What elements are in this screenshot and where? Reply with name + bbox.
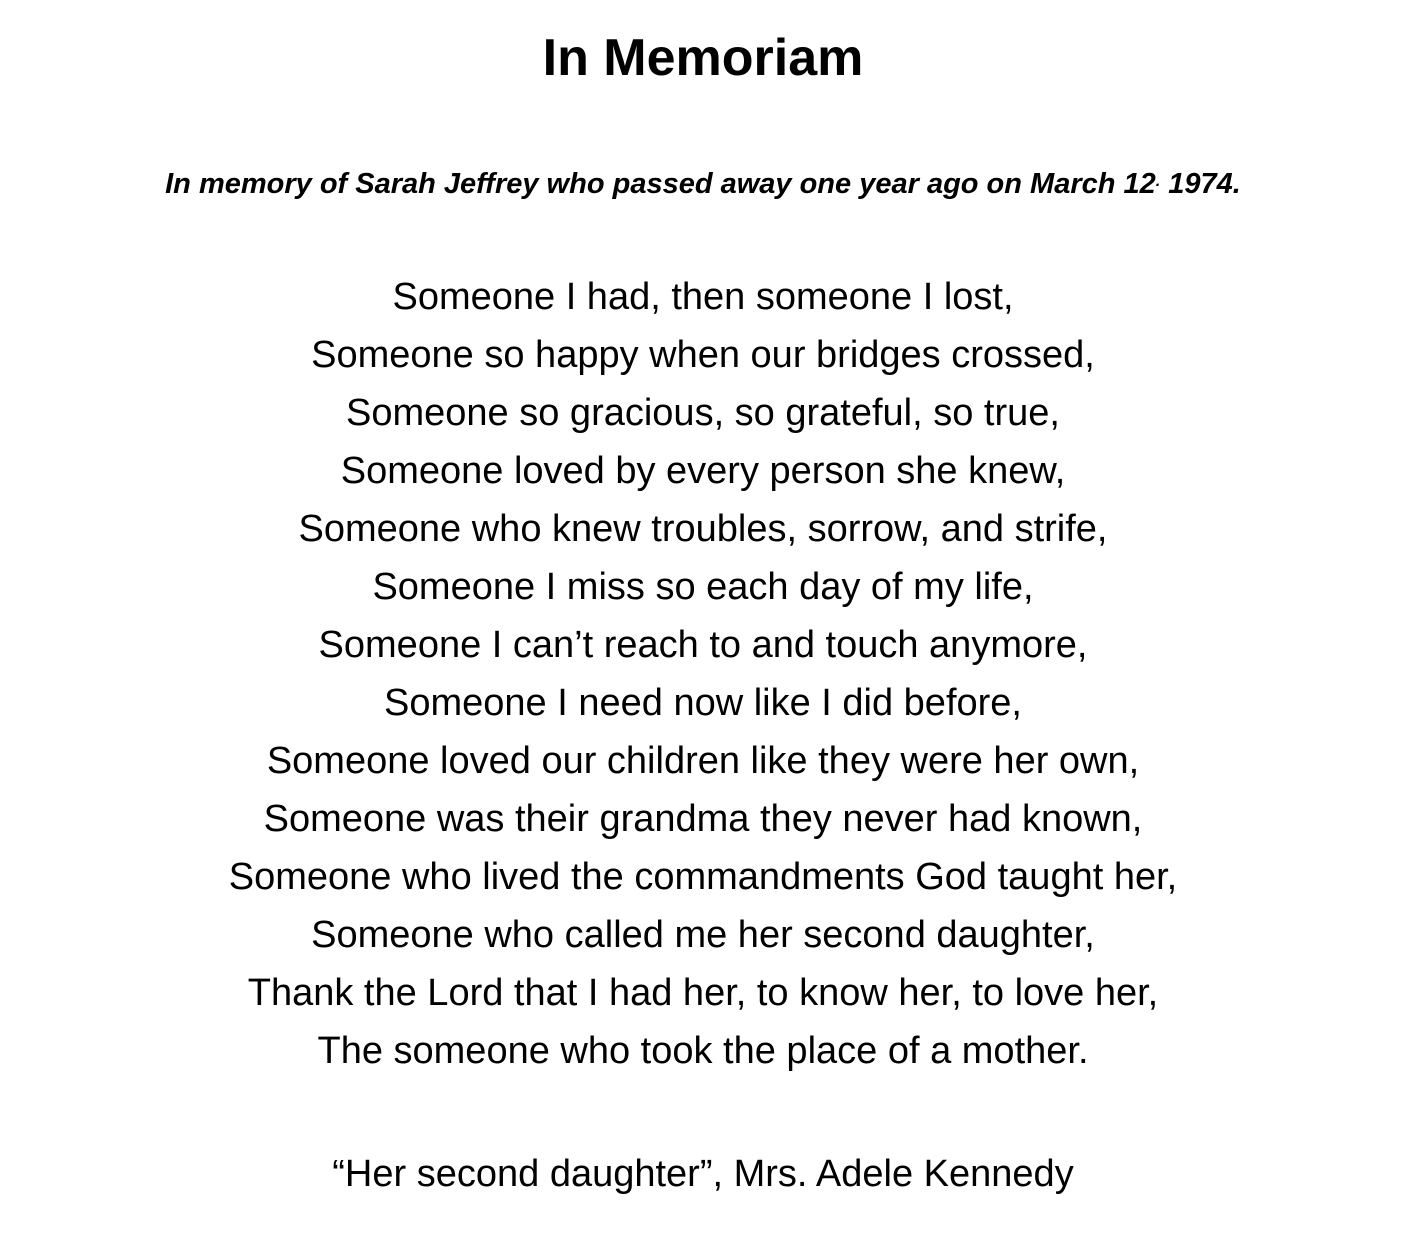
page-title: In Memoriam <box>542 29 864 87</box>
poem-line: Someone who called me her second daughter, <box>311 914 1095 956</box>
poem <box>0 268 1406 1080</box>
poem-line: Someone I miss so each day of my life, <box>372 566 1034 608</box>
poem-line: Someone I had, then someone I lost, <box>392 276 1014 318</box>
poem-line: Someone who lived the commandments God taught her, <box>228 856 1178 898</box>
poem-line: Someone who knew troubles, sorrow, and strife, <box>298 508 1108 550</box>
poem-line: The someone who took the place of a mother. <box>317 1030 1089 1072</box>
memorial-subtitle <box>0 164 1406 204</box>
attribution: “Her second daughter”, Mrs. Adele Kennedy <box>332 1153 1074 1195</box>
poem-line: Someone loved our children like they were her own, <box>266 740 1140 782</box>
poem-line: Thank the Lord that I had her, to know her, to love her, <box>247 972 1159 1014</box>
subtitle-year: 1974. <box>1160 168 1241 200</box>
poem-line: Someone loved by every person she knew, <box>340 450 1066 492</box>
poem-line: Someone so gracious, so grateful, so true, <box>346 392 1060 434</box>
poem-line: Someone so happy when our bridges crossed, <box>311 334 1095 376</box>
subtitle-text: In memory of Sarah Jeffrey who passed away one year ago on March 12 <box>165 168 1156 200</box>
poem-line: Someone I can’t reach to and touch anymore, <box>318 624 1088 666</box>
poem-line: Someone I need now like I did before, <box>384 682 1022 724</box>
poem-line: Someone was their grandma they never had known, <box>263 798 1143 840</box>
subtitle-superscript-mark: . <box>1155 173 1161 190</box>
